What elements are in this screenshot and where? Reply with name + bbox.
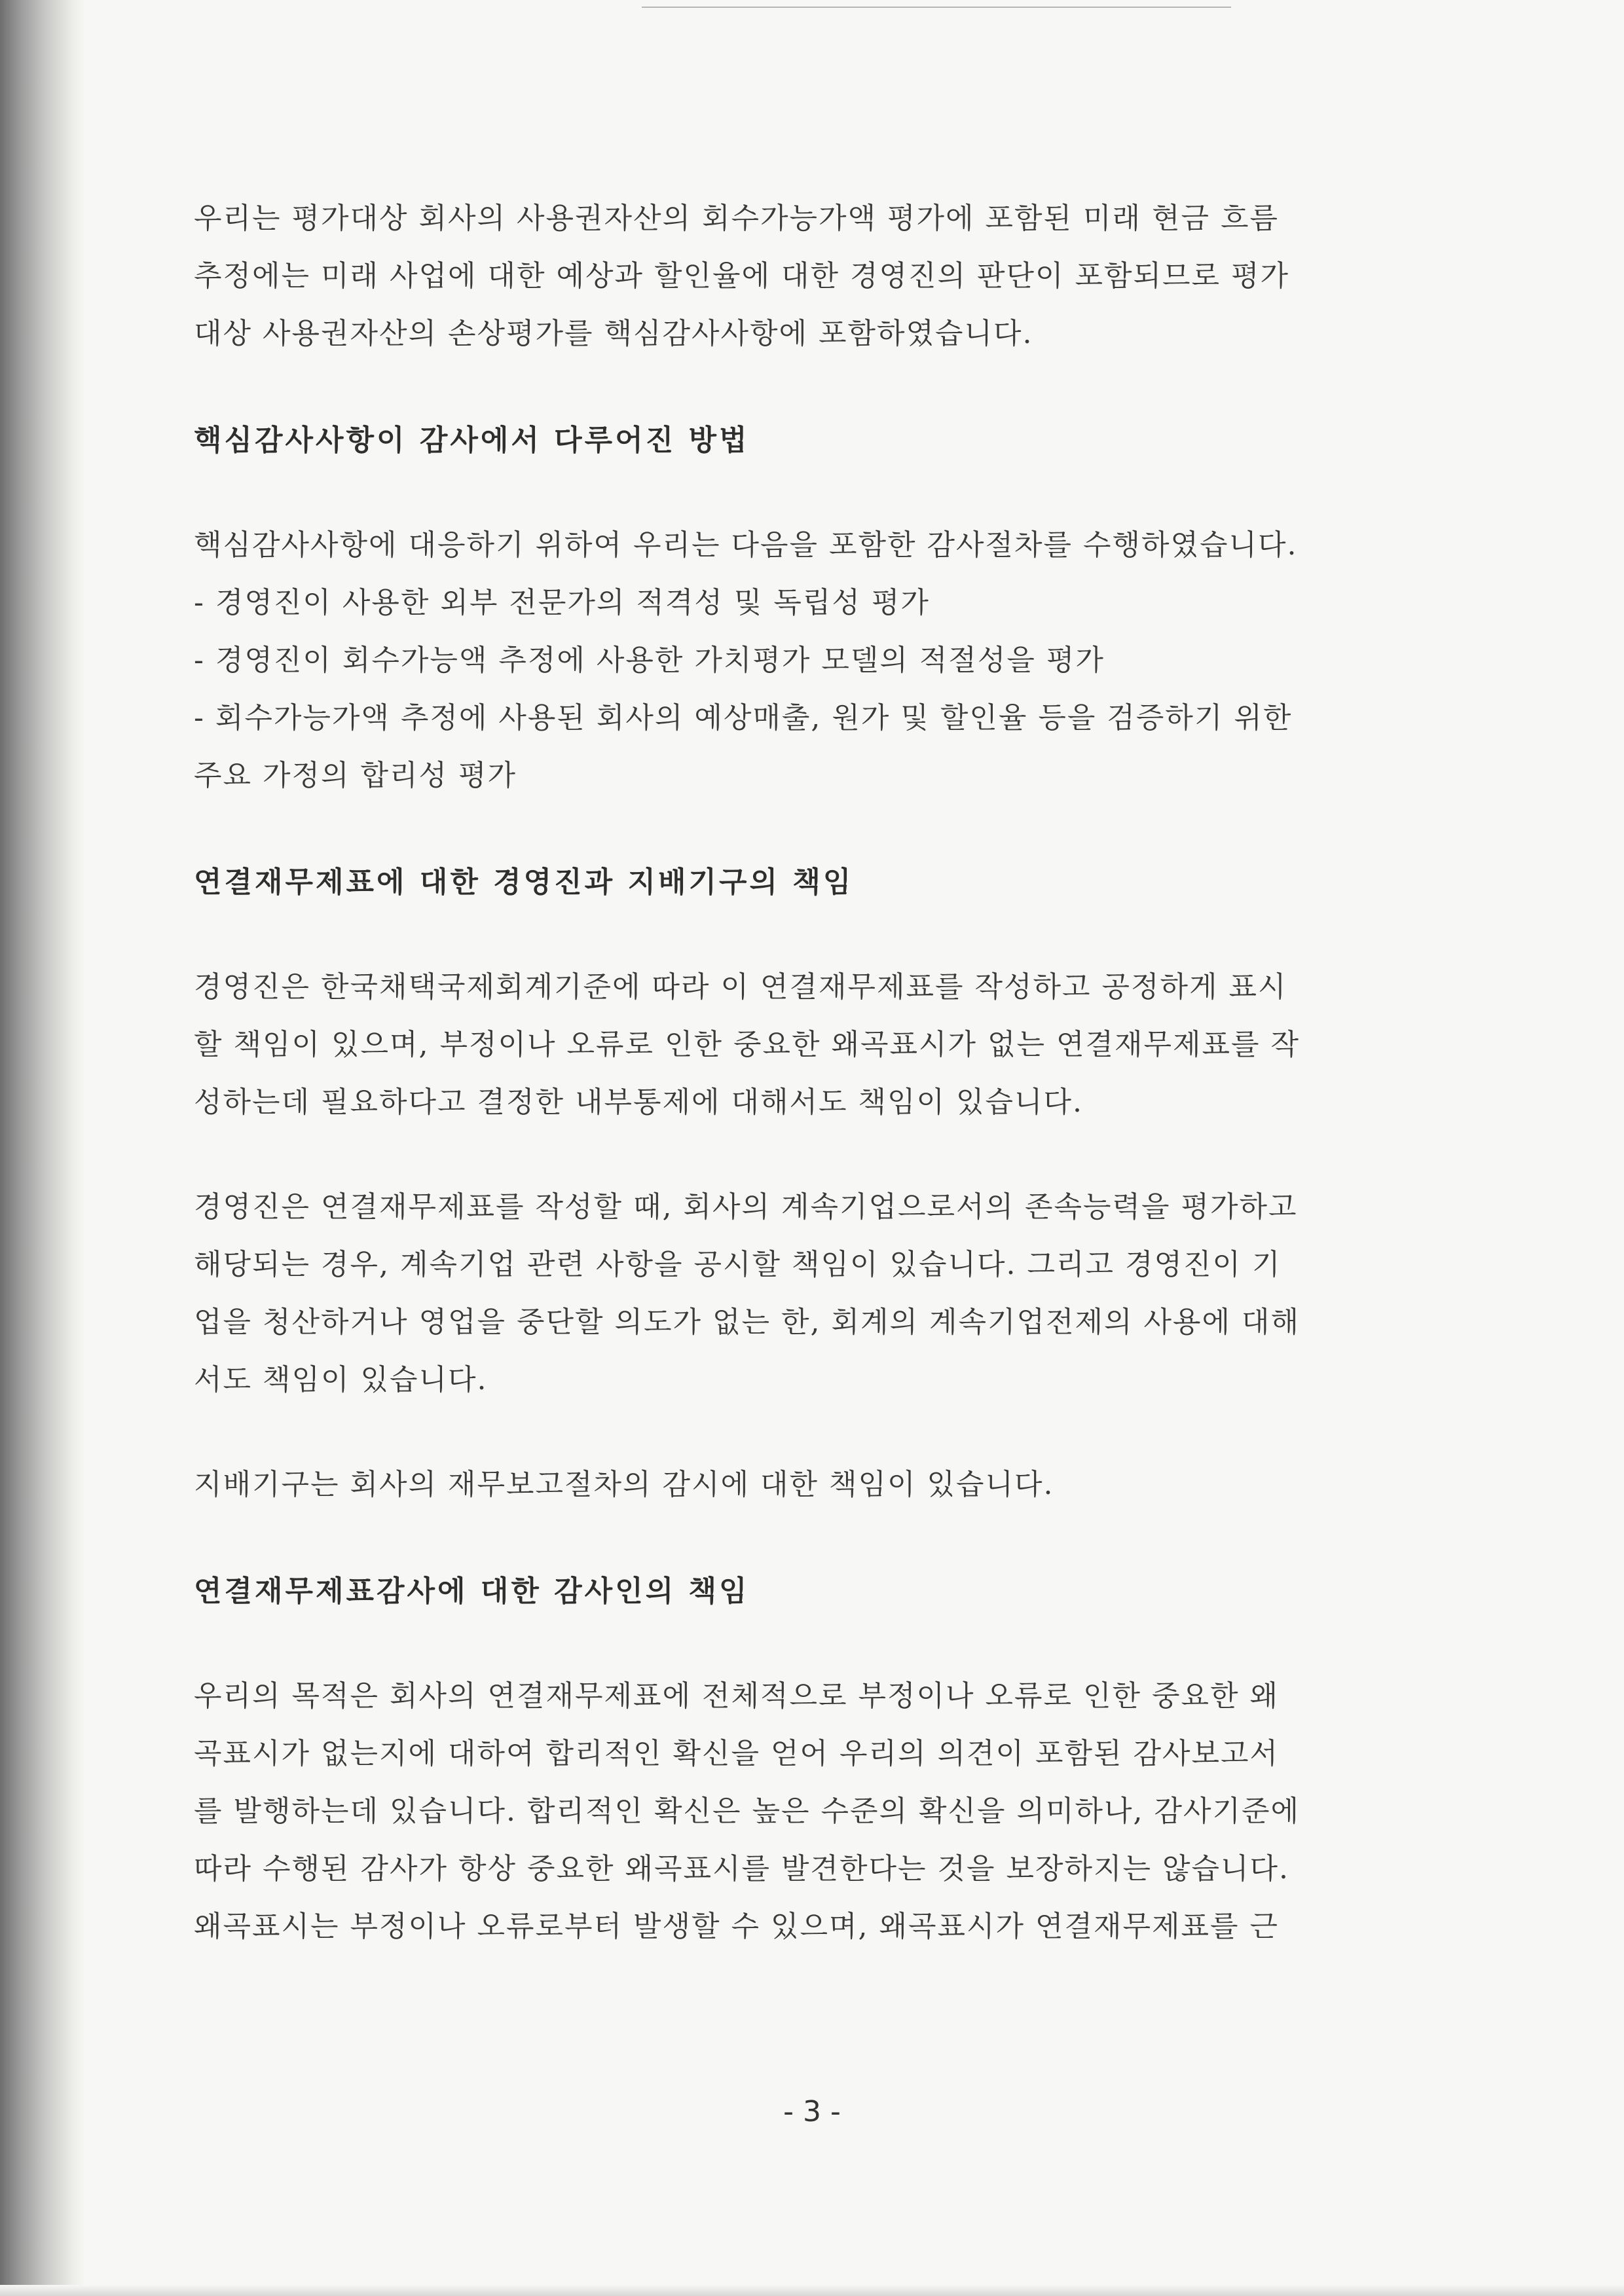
paragraph-management-responsibility <box>194 958 1373 1131</box>
paragraph-audit-procedures <box>194 517 1373 805</box>
paragraph-governance-responsibility <box>194 1456 1373 1514</box>
text-line: 대상 사용권자산의 손상평가를 핵심감사사항에 포함하였습니다. <box>194 317 1033 350</box>
page-body <box>194 190 1373 1956</box>
section-heading-management-responsibility: 연결재무제표에 대한 경영진과 지배기구의 책임 <box>194 866 854 899</box>
text-line: 경영진은 한국채택국제회계기준에 따라 이 연결재무제표를 작성하고 공정하게 표시 <box>194 970 1287 1004</box>
text-line: 왜곡표시는 부정이나 오류로부터 발생할 수 있으며, 왜곡표시가 연결재무제표를 근 <box>194 1910 1280 1943</box>
list-item: - 경영진이 사용한 외부 전문가의 적격성 및 독립성 평가 <box>194 586 930 619</box>
text-line: 서도 책임이 있습니다. <box>194 1363 488 1396</box>
text-line: 를 발행하는데 있습니다. 합리적인 확신은 높은 수준의 확신을 의미하나, 감사기준에 <box>194 1795 1300 1828</box>
text-line: 할 책임이 있으며, 부정이나 오류로 인한 중요한 왜곡표시가 없는 연결재무제표를 작 <box>194 1028 1300 1061</box>
list-item: - 회수가능가액 추정에 사용된 회사의 예상매출, 원가 및 할인율 등을 검증하기 위한 <box>194 701 1293 735</box>
paragraph-impairment-reason <box>194 190 1373 363</box>
text-line: 곡표시가 없는지에 대하여 합리적인 확신을 얻어 우리의 의견이 포함된 감사보고서 <box>194 1737 1280 1770</box>
scan-top-line <box>642 7 1231 8</box>
text-line: 핵심감사사항에 대응하기 위하여 우리는 다음을 포함한 감사절차를 수행하였습니다. <box>194 528 1298 562</box>
text-line: 따라 수행된 감사가 항상 중요한 왜곡표시를 발견한다는 것을 보장하지는 않습니다. <box>194 1852 1289 1886</box>
text-line: 해당되는 경우, 계속기업 관련 사항을 공시할 책임이 있습니다. 그리고 경영진이 기 <box>194 1248 1282 1281</box>
text-line: 업을 청산하거나 영업을 중단할 의도가 없는 한, 회계의 계속기업전제의 사용에 대해 <box>194 1305 1300 1339</box>
text-line: 경영진은 연결재무제표를 작성할 때, 회사의 계속기업으로서의 존속능력을 평가하고 <box>194 1190 1298 1224</box>
text-line: 우리의 목적은 회사의 연결재무제표에 전체적으로 부정이나 오류로 인한 중요한 왜 <box>194 1679 1280 1713</box>
scan-bottom-edge <box>0 2285 1624 2296</box>
paragraph-auditor-responsibility <box>194 1667 1373 1956</box>
text-line: 추정에는 미래 사업에 대한 예상과 할인율에 대한 경영진의 판단이 포함되므로 평가 <box>194 259 1289 293</box>
page-number: - 3 - <box>783 2095 841 2128</box>
scan-edge-shadow <box>0 0 85 2296</box>
text-line: 우리는 평가대상 회사의 사용권자산의 회수가능가액 평가에 포함된 미래 현금 흐름 <box>194 202 1280 235</box>
section-heading-auditor-responsibility: 연결재무제표감사에 대한 감사인의 책임 <box>194 1575 750 1608</box>
text-line: 지배기구는 회사의 재무보고절차의 감시에 대한 책임이 있습니다. <box>194 1468 1054 1501</box>
list-item: - 경영진이 회수가능액 추정에 사용한 가치평가 모델의 적절성을 평가 <box>194 644 1105 677</box>
paragraph-going-concern <box>194 1178 1373 1409</box>
text-line: 성하는데 필요하다고 결정한 내부통제에 대해서도 책임이 있습니다. <box>194 1085 1084 1119</box>
section-heading-audit-approach: 핵심감사사항이 감사에서 다루어진 방법 <box>194 424 750 457</box>
text-line: 주요 가정의 합리성 평가 <box>194 759 517 792</box>
